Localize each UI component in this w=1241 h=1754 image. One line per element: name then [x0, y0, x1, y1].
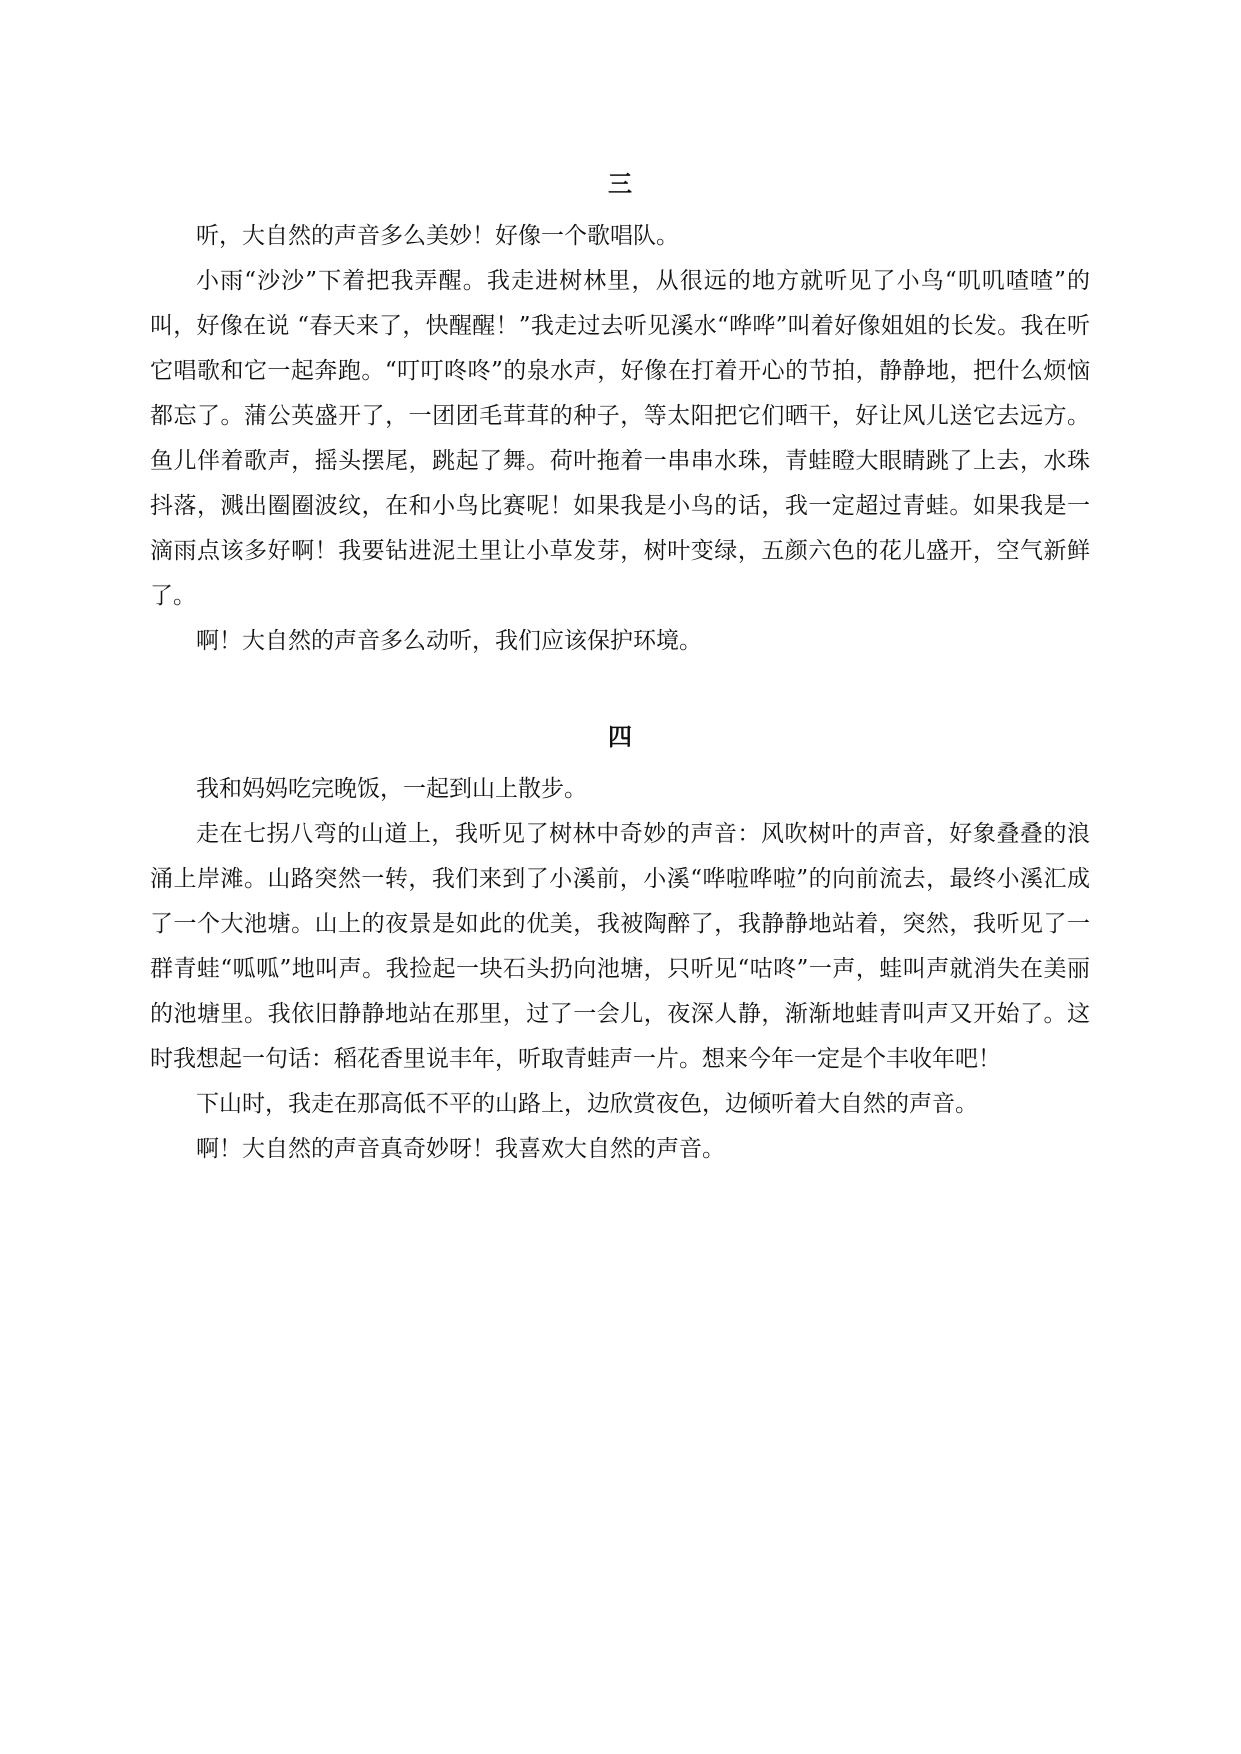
paragraph: 我和妈妈吃完晚饭，一起到山上散步。 — [196, 776, 587, 802]
paragraph: 下山时，我走在那高低不平的山路上，边欣赏夜色，边倾听着大自然的声音。 — [196, 1091, 978, 1117]
paragraph: 听，大自然的声音多么美妙！好像一个歌唱队。 — [196, 223, 679, 249]
paragraph: 走在七拐八弯的山道上，我听见了树林中奇妙的声音：风吹树叶的声音，好象叠叠的浪涌上岸滩。山路突然一转，我们来到了小溪前，小溪“哗啦哗啦”的向前流去，最终小溪汇成了一个大池塘。山上的夜景是如此的优美，我被陶醉了，我静静地站着，突然，我听见了一群青蛙“呱呱”地叫声。我捡起一块石头扔向池塘，只听见“咕咚”一声，蛙叫声就消失在美丽的池塘里。我依旧静静地站在那里，过了一会儿，夜深人静，渐渐地蛙青叫声又开始了。这时我想起一句话：稻花香里说丰年，听取青蛙声一片。想来今年一定是个丰收年吧！ — [150, 821, 1090, 1072]
document-page — [150, 168, 1090, 1172]
section-title: 三 — [608, 169, 632, 198]
paragraph: 啊！大自然的声音真奇妙呀！我喜欢大自然的声音。 — [196, 1136, 725, 1162]
paragraph: 啊！大自然的声音多么动听，我们应该保护环境。 — [196, 628, 702, 654]
essay-section-three — [150, 168, 1090, 664]
paragraph: 小雨“沙沙”下着把我弄醒。我走进树林里，从很远的地方就听见了小鸟“叽叽喳喳”的叫，好像在说 “春天来了，快醒醒！”我走过去听见溪水“哗哗”叫着好像姐姐的长发。我在听它唱歌和它一起奔跑。“叮叮咚咚”的泉水声，好像在打着开心的节拍，静静地，把什么烦恼都忘了。蒲公英盛开了，一团团毛茸茸的种子，等太阳把它们晒干，好让风儿送它去远方。鱼儿伴着歌声，摇头摆尾，跳起了舞。荷叶拖着一串串水珠，青蛙瞪大眼睛跳了上去，水珠抖落，溅出圈圈波纹，在和小鸟比赛呢！如果我是小鸟的话，我一定超过青蛙。如果我是一滴雨点该多好啊！我要钻进泥土里让小草发芽，树叶变绿，五颜六色的花儿盛开，空气新鲜了。 — [150, 268, 1090, 609]
essay-section-four — [150, 721, 1090, 1172]
section-title: 四 — [608, 722, 632, 751]
